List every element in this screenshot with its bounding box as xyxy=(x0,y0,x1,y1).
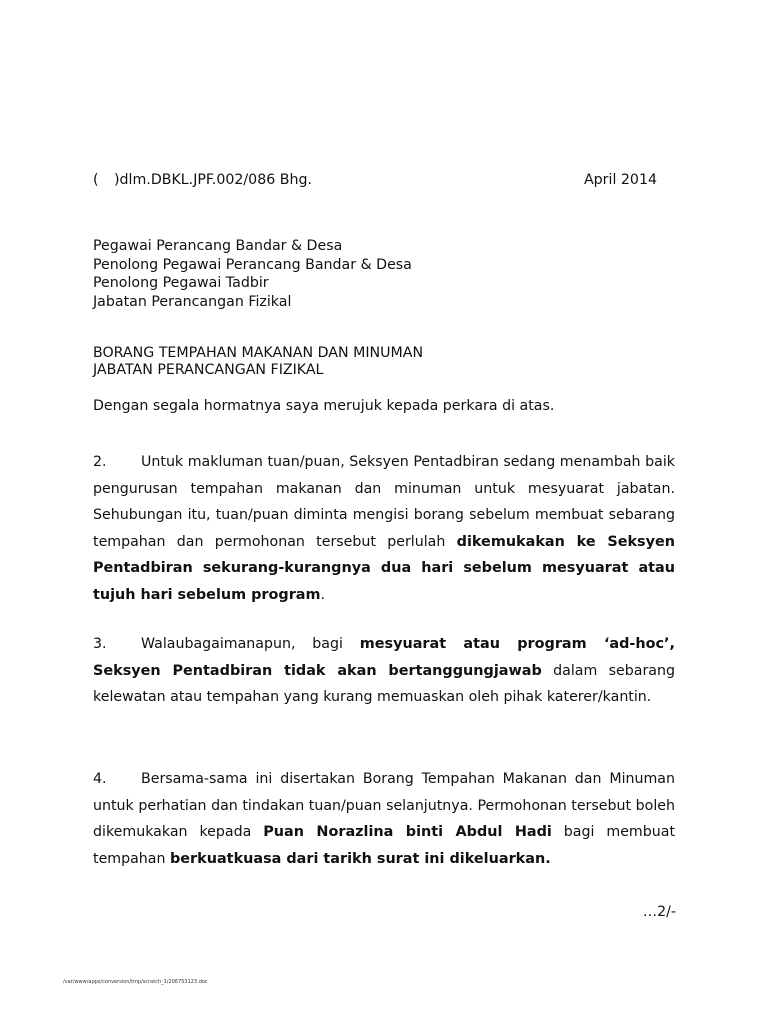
paragraph-bold-text: mesyuarat atau program ‘ad-hoc’, Seksyen Pentadbiran tidak akan bertanggungjawab xyxy=(93,636,675,679)
recipient-line: Penolong Pegawai Tadbir xyxy=(93,275,269,291)
recipient-line: Pegawai Perancang Bandar & Desa xyxy=(93,238,343,254)
reference-line xyxy=(93,172,675,192)
paragraph-3 xyxy=(93,631,675,711)
subject-line-2: JABATAN PERANCANGAN FIZIKAL xyxy=(93,362,324,378)
paragraph-text: Bersama-sama ini disertakan Borang Tempahan Makanan dan Minuman untuk perhatian dan tindakan tuan/puan selanjutnya. Permohonan tersebut boleh dikemukakan kepada xyxy=(93,771,675,841)
paragraph-text: bagi membuat tempahan xyxy=(93,824,676,867)
paragraph-bold-text: berkuatkuasa dari tarikh surat ini dikeluarkan. xyxy=(170,850,551,867)
file-path-footer: /var/www/apps/conversion/tmp/scratch_1/206753123.doc xyxy=(63,979,208,985)
paragraph-text: Untuk makluman tuan/puan, Seksyen Pentadbiran sedang menambah baik pengurusan tempahan makanan dan minuman untuk mesyuarat jabatan. Sehubungan itu, tuan/puan diminta mengisi borang sebelum membuat sebarang tempahan dan permohonan tersebut perlulah xyxy=(93,454,675,550)
letter-date: April 2014 xyxy=(583,172,657,188)
recipient-line: Jabatan Perancangan Fizikal xyxy=(93,293,292,310)
subject-heading xyxy=(93,345,423,379)
paragraph-text: Walaubagaimanapun, bagi xyxy=(141,636,360,652)
paragraph-number: 2. xyxy=(93,454,107,470)
paragraph-bold-text: dikemukakan ke Seksyen Pentadbiran sekurang-kurangnya dua hari sebelum mesyuarat atau tujuh hari sebelum program xyxy=(93,533,675,603)
paragraph-2 xyxy=(93,449,675,609)
paragraph-4 xyxy=(93,766,675,872)
continuation-marker: …2/- xyxy=(642,904,676,920)
subject-line-1: BORANG TEMPAHAN MAKANAN DAN MINUMAN xyxy=(93,345,424,361)
paragraph-text: . xyxy=(320,586,326,603)
recipient-line: Penolong Pegawai Perancang Bandar & Desa xyxy=(93,256,412,273)
paragraph-bold-text: Puan Norazlina binti Abdul Hadi xyxy=(263,824,552,841)
paragraph-number: 4. xyxy=(93,771,107,787)
paragraph-number: 3. xyxy=(93,636,107,652)
greeting: Dengan segala hormatnya saya merujuk kepada perkara di atas. xyxy=(93,398,555,414)
recipient-block xyxy=(93,237,412,311)
reference-open-paren: ( xyxy=(93,172,99,188)
reference-number: )dlm.DBKL.JPF.002/086 Bhg. xyxy=(114,172,313,188)
paragraph-text: dalam sebarang kelewatan atau tempahan yang kurang memuaskan oleh pihak katerer/kantin. xyxy=(93,662,675,706)
